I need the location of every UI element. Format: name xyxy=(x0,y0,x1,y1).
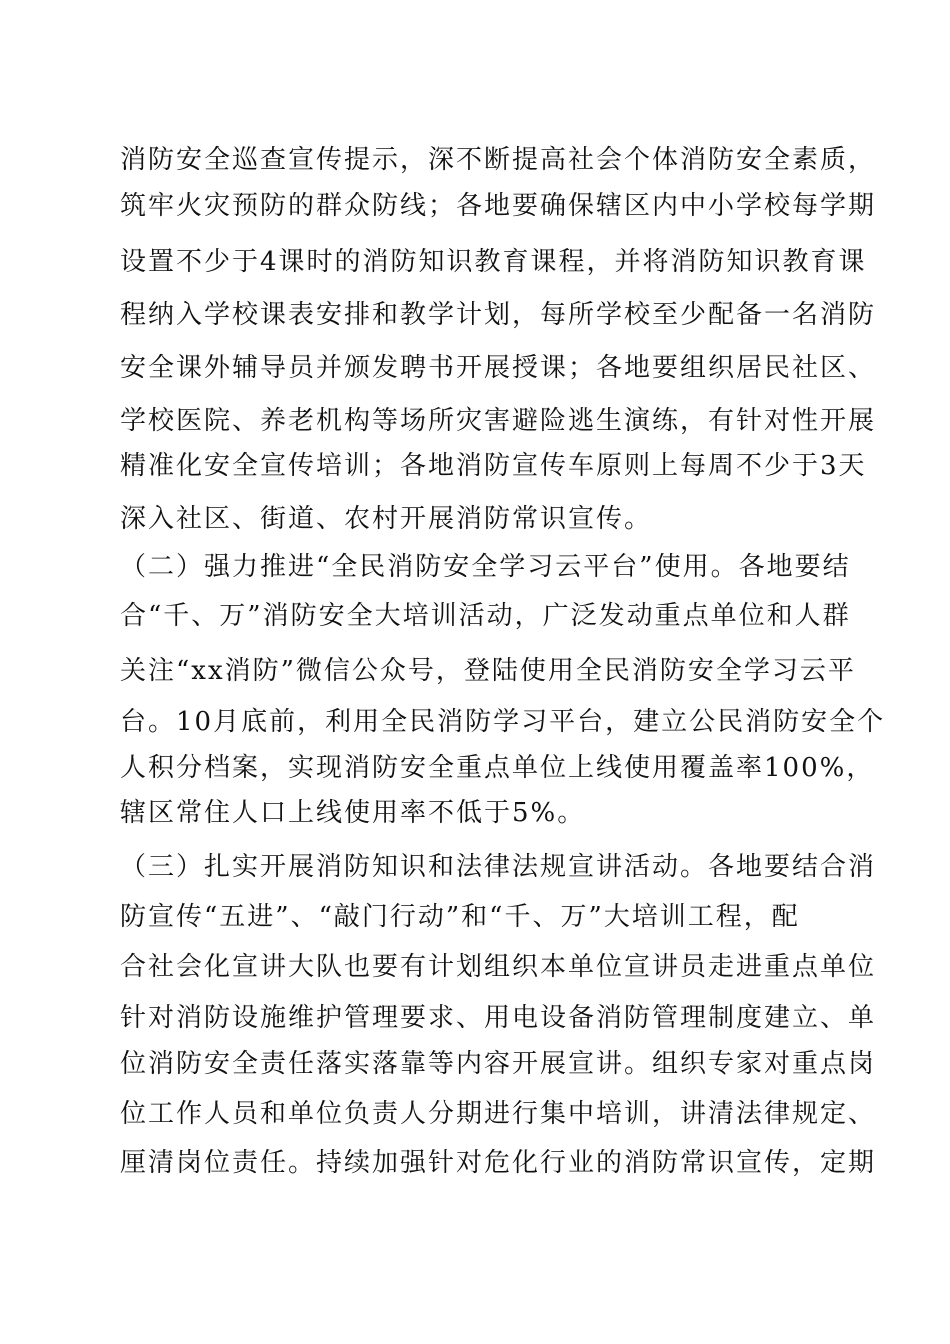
text-line-16: 防宣传“五进”、“敲门行动”和“千、万”大培训工程，配 xyxy=(120,902,800,932)
text-line-7: 精准化安全宣传培训；各地消防宣传车原则上每周不少于3天 xyxy=(120,451,867,481)
text-line-9: （二）强力推进“全民消防安全学习云平台”使用。各地要结 xyxy=(120,552,851,582)
text-line-11: 关注“xx消防”微信公众号，登陆使用全民消防安全学习云平 xyxy=(120,656,856,686)
text-line-20: 位工作人员和单位负责人分期进行集中培训，讲清法律规定、 xyxy=(120,1099,877,1129)
text-line-19: 位消防安全责任落实落靠等内容开展宣讲。组织专家对重点岗 xyxy=(120,1049,877,1079)
text-line-6: 学校医院、养老机构等场所灾害避险逃生演练，有针对性开展 xyxy=(120,406,877,436)
text-line-18: 针对消防设施维护管理要求、用电设备消防管理制度建立、单 xyxy=(120,1003,877,1033)
text-line-10: 合“千、万”消防安全大培训活动，广泛发动重点单位和人群 xyxy=(120,601,851,631)
text-line-12: 台。10月底前，利用全民消防学习平台，建立公民消防安全个 xyxy=(120,707,886,737)
text-line-21: 厘清岗位责任。持续加强针对危化行业的消防常识宣传，定期 xyxy=(120,1148,877,1178)
text-line-14: 辖区常住人口上线使用率不低于5%。 xyxy=(120,798,586,828)
text-line-2: 筑牢火灾预防的群众防线；各地要确保辖区内中小学校每学期 xyxy=(120,191,877,221)
text-line-13: 人积分档案，实现消防安全重点单位上线使用覆盖率100%， xyxy=(120,753,875,783)
text-line-17: 合社会化宣讲大队也要有计划组织本单位宣讲员走进重点单位 xyxy=(120,952,877,982)
text-line-5: 安全课外辅导员并颁发聘书开展授课；各地要组织居民社区、 xyxy=(120,353,877,383)
text-line-1: 消防安全巡查宣传提示，深不断提高社会个体消防安全素质， xyxy=(120,145,877,175)
text-line-15: （三）扎实开展消防知识和法律法规宣讲活动。各地要结合消 xyxy=(120,852,877,882)
text-line-4: 程纳入学校课表安排和教学计划，每所学校至少配备一名消防 xyxy=(120,300,877,330)
text-line-3: 设置不少于4课时的消防知识教育课程，并将消防知识教育课 xyxy=(120,247,867,277)
text-line-8: 深入社区、街道、农村开展消防常识宣传。 xyxy=(120,504,653,534)
